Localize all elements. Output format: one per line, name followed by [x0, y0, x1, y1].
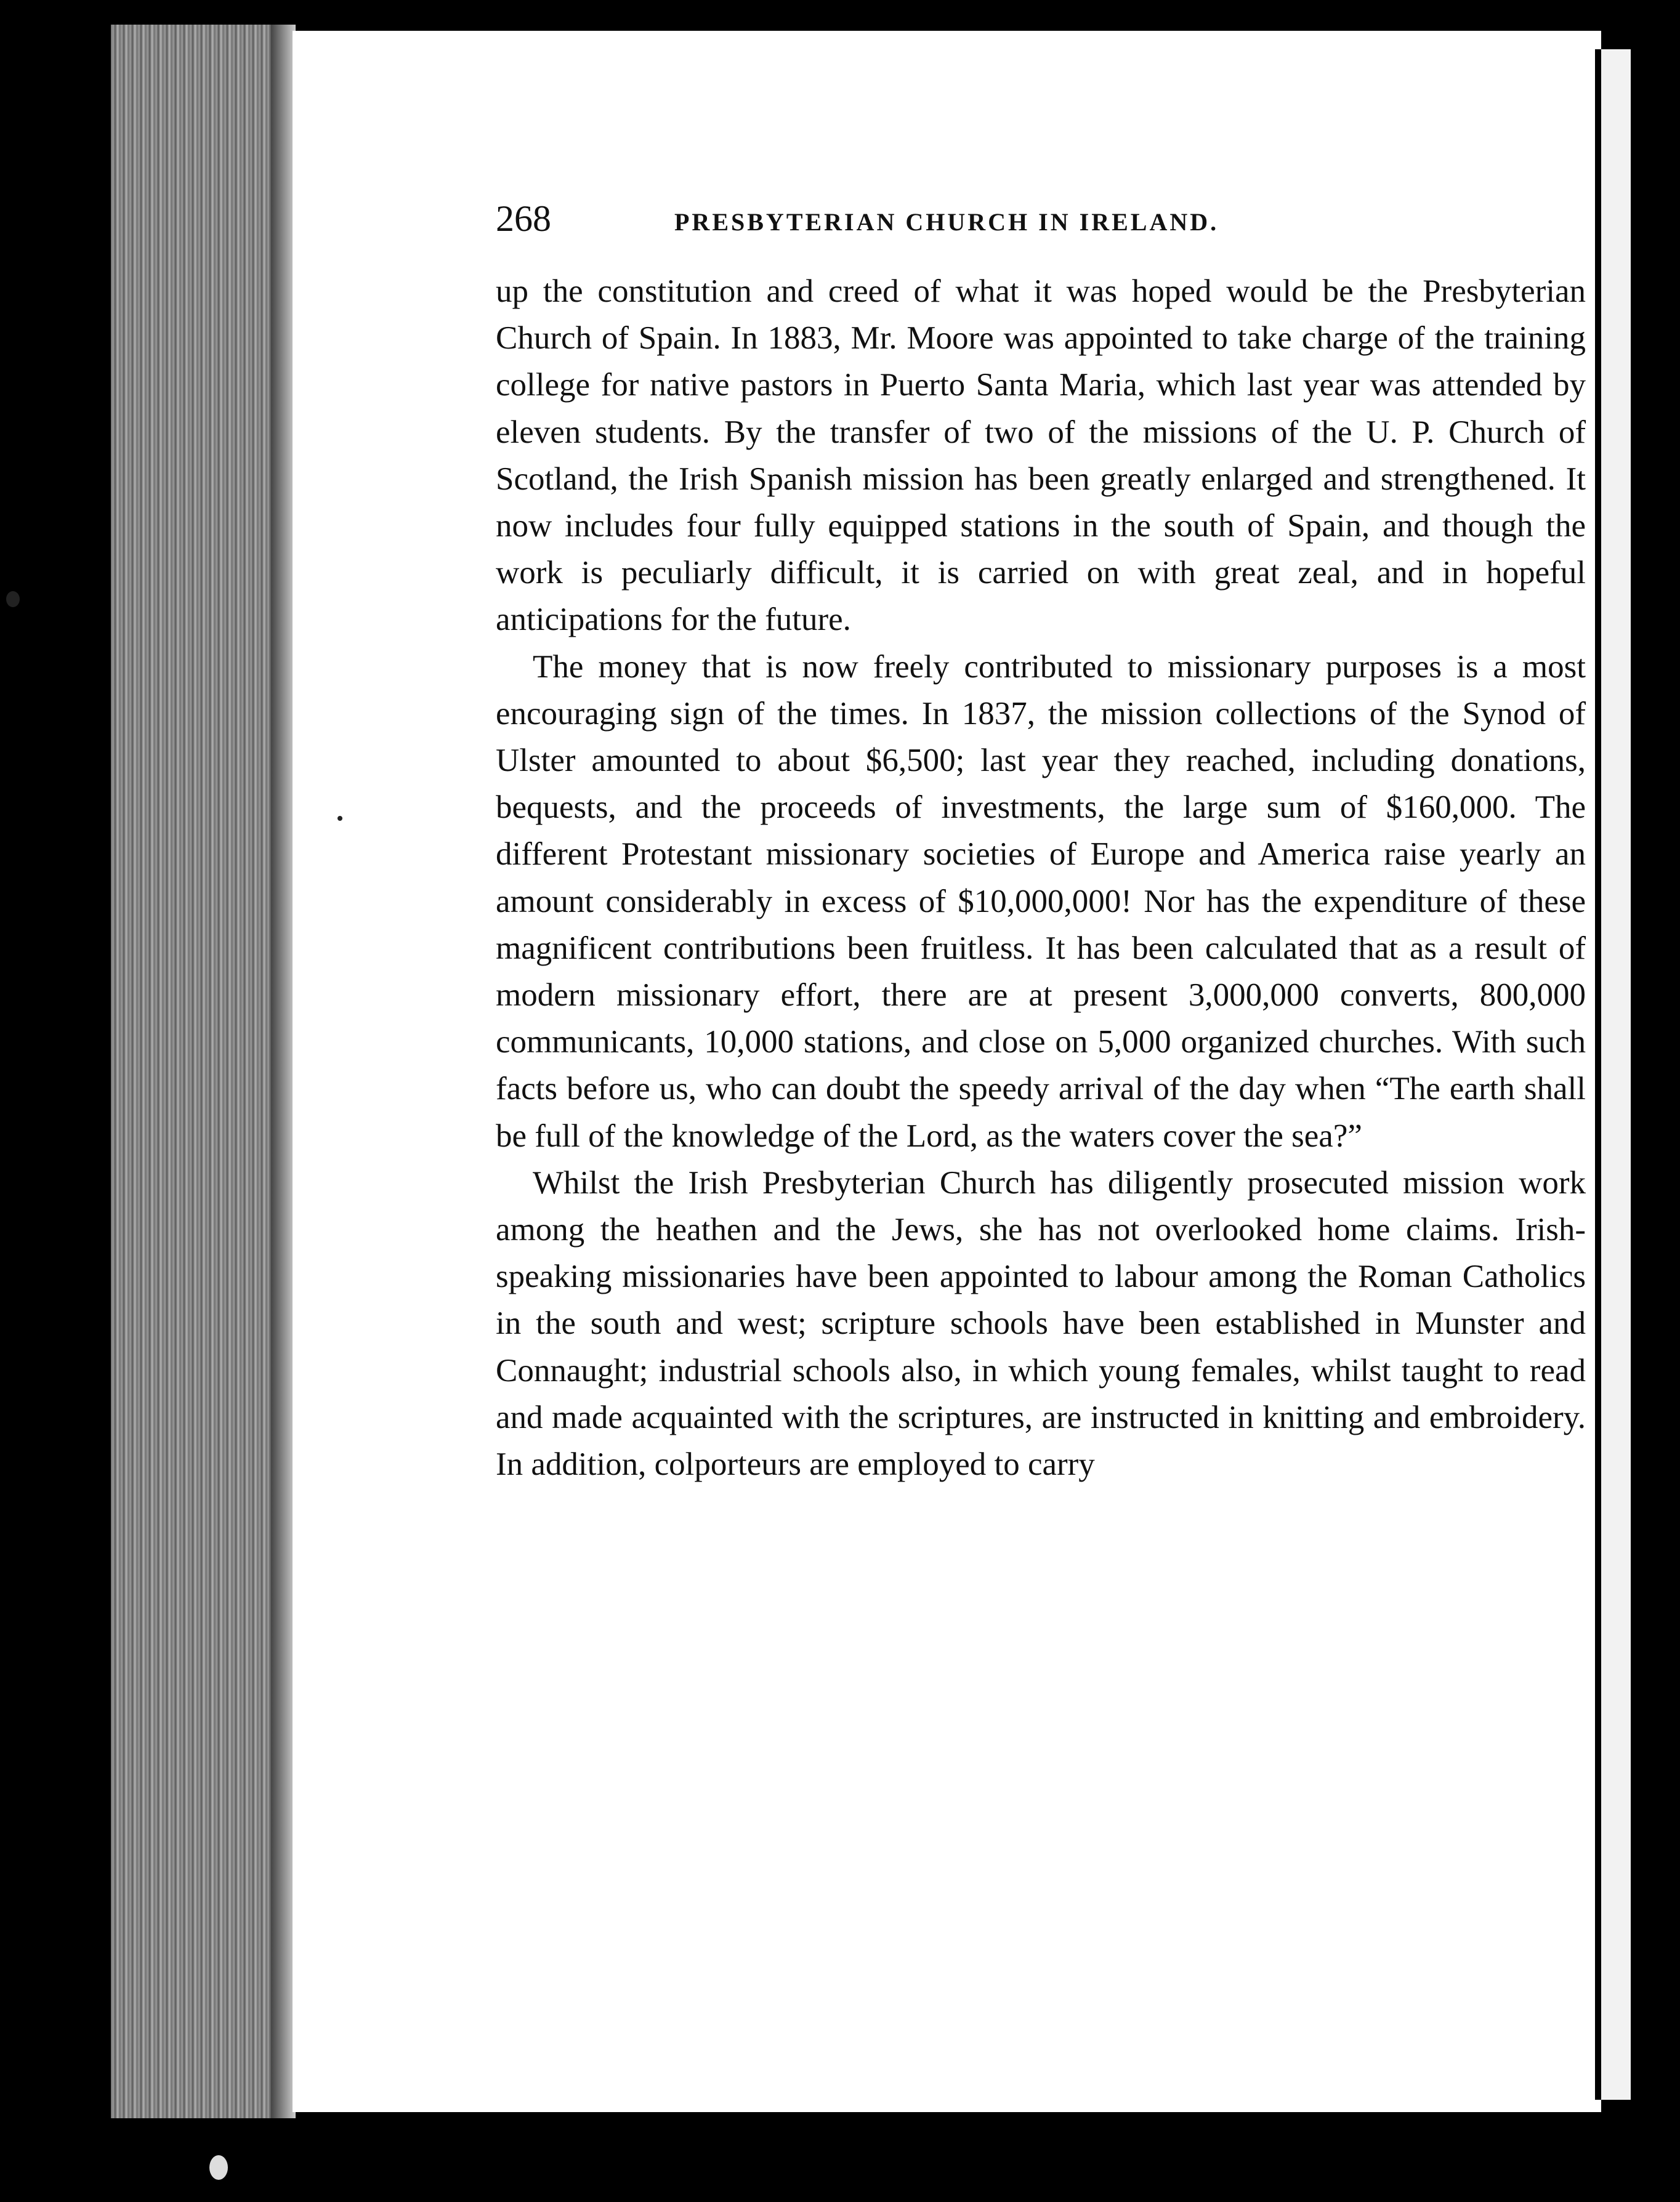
scan-speck — [337, 816, 342, 821]
facing-page-edge — [1595, 49, 1631, 2100]
book-page — [293, 31, 1601, 2112]
page-header — [496, 191, 1586, 246]
paragraph-1: up the constitution and creed of what it was hoped would be the Presbyterian Church of Spain. In 1883, Mr. Moore was appointed to take charge of the training college for native pastors in Puerto Santa Maria, which last year was attended by eleven students. By the transfer of two of the missions of the U. P. Church of Scotland, the Irish Spanish mission has been greatly enlarged and strengthened. It now includes four fully equipped stations in the south of Spain, and though the work is peculiarly difficult, it is carried on with great zeal, and in hopeful anticipations for the future. — [496, 273, 1586, 638]
page-edge-shadow — [271, 25, 296, 2118]
paragraph-3: Whilst the Irish Presbyterian Church has diligently prosecuted mission work among the heathen and the Jews, she has not overlooked home claims. Irish-speaking missionaries have been appointed to labour among the Roman Catholics in the south and west; scripture schools have been established in Munster and Connaught; industrial schools also, in which young females, whilst taught to read and made acquainted with the scriptures, are instructed in knitting and embroidery. In addition, colporteurs are employed to carry — [496, 1164, 1586, 1483]
paragraph-2: The money that is now freely contributed to missionary purposes is a most encouraging sign of the times. In 1837, the mission collections of the Synod of Ulster amounted to about $6,500; last year they reached, including donations, bequests, and the proceeds of investments, the large sum of $160,000. The different Protestant missionary societies of Europe and America raise yearly an amount considerably in excess of $10,000,000! Nor has the expenditure of these magnificent contributions been fruitless. It has been calculated that as a result of modern missionary effort, there are at present 3,000,000 converts, 800,000 communicants, 10,000 stations, and close on 5,000 organized churches. With such facts before us, who can doubt the speedy arrival of the day when “The earth shall be full of the knowledge of the Lord, as the waters cover the sea?” — [496, 648, 1586, 1154]
body-text — [496, 268, 1586, 1488]
page-number: 268 — [496, 198, 551, 239]
scan-speck — [6, 591, 20, 607]
running-head: PRESBYTERIAN CHURCH IN IRELAND. — [674, 208, 1219, 236]
page-edges — [111, 25, 296, 2118]
scan-speck — [209, 2155, 228, 2180]
